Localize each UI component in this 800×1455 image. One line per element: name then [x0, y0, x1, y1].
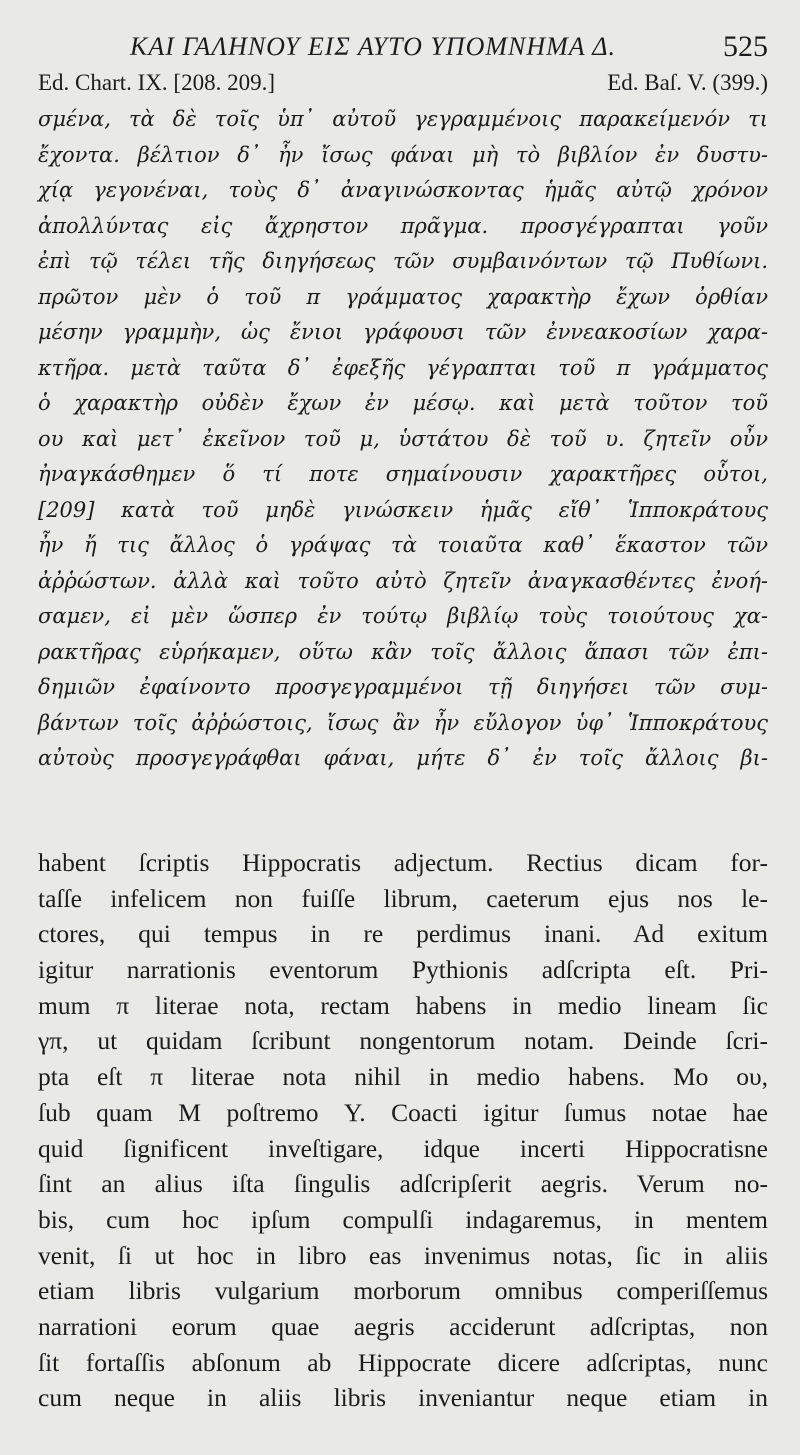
- latin-text-line: habent ſcriptis Hippocratis adjectum. Rectius dicam for-: [38, 848, 768, 877]
- greek-text-line: ἠναγκάσθημεν ὅ τί ποτε σημαίνουσιν χαρακτῆρες οὗτοι,: [38, 462, 768, 486]
- greek-text-line: ου καὶ μετ᾽ ἐκεῖνον τοῦ μ, ὑστάτου δὲ τοῦ υ. ζητεῖν οὖν: [38, 426, 768, 451]
- latin-text-line: mum π literae nota, rectam habens in medio lineam ſic: [38, 990, 768, 1020]
- greek-text-line: [209] κατὰ τοῦ μηδὲ γινώσκειν ἡμᾶς εἴθ᾽ Ἱπποκράτους: [38, 497, 768, 522]
- greek-text-line: ὁ χαρακτὴρ οὐδὲν ἔχων ἐν μέσῳ. καὶ μετὰ τοῦτον τοῦ: [38, 391, 768, 415]
- greek-text-line: πρῶτον μὲν ὁ τοῦ π γράμματος χαρακτὴρ ἔχων ὀρθίαν: [38, 284, 768, 309]
- greek-text-line: ρακτῆρας εὑρήκαμεν, οὕτω κἂν τοῖς ἄλλοις ἅπασι τῶν ἐπι-: [38, 639, 768, 664]
- greek-text-line: αὐτοὺς προσγεγράφθαι φάναι, μήτε δ᾽ ἐν τοῖς ἄλλοις βι-: [38, 746, 768, 770]
- latin-text-line: bis, cum hoc ipſum compulſi indagaremus, in mentem: [38, 1204, 768, 1234]
- greek-text-line: σαμεν, εἰ μὲν ὥσπερ ἐν τούτῳ βιβλίῳ τοὺς τοιούτους χα-: [38, 604, 768, 628]
- greek-text-line: χίᾳ γεγονέναι, τοὺς δ᾽ ἀναγινώσκοντας ἡμᾶς αὐτῷ χρόνον: [38, 178, 768, 202]
- greek-text-line: ἀῤῥώστων. ἀλλὰ καὶ τοῦτο αὐτὸ ζητεῖν ἀναγκασθέντες ἐνοή-: [38, 568, 768, 593]
- latin-text-line: igitur narrationis eventorum Pythionis adſcripta eſt. Pri-: [38, 955, 768, 985]
- latin-text-line: ctores, qui tempus in re perdimus inani. Ad exitum: [38, 919, 768, 949]
- greek-text-line: ἐπὶ τῷ τέλει τῆς διηγήσεως τῶν συμβαινόντων τῷ Πυθίωνι.: [38, 249, 768, 273]
- latin-text-line: ſit fortaſſis abſonum ab Hippocrate dicere adſcriptas, nunc: [38, 1347, 768, 1377]
- latin-text-line: narrationi eorum quae aegris acciderunt adſcriptas, non: [38, 1311, 768, 1341]
- greek-text-line: δημιῶν ἐφαίνοντο προσγεγραμμένοι τῇ διηγήσει τῶν συμ-: [38, 675, 768, 699]
- edition-chart-reference: Ed. Chart. IX. [208. 209.]: [38, 70, 275, 95]
- latin-text-line: venit, ſi ut hoc in libro eas invenimus notas, ſic in aliis: [38, 1240, 768, 1270]
- latin-text-line: cum neque in aliis libris inveniantur neque etiam in: [38, 1383, 768, 1413]
- page-number: 525: [723, 30, 768, 63]
- latin-text-line: pta eſt π literae nota nihil in medio habens. Mo ου,: [38, 1062, 768, 1092]
- latin-text-line: ſub quam M poſtremo Υ. Coacti igitur ſumus notae hae: [38, 1097, 768, 1127]
- greek-text-line: σμένα, τὰ δὲ τοῖς ὑπ᾽ αὐτοῦ γεγραμμένοις παρακείμενόν τι: [38, 107, 768, 131]
- latin-text-line: γπ, ut quidam ſcribunt nongentorum notam. Deinde ſcri-: [38, 1026, 768, 1056]
- greek-text-block: [38, 102, 768, 777]
- latin-text-line: ſint an alius iſta ſingulis adſcripſerit aegris. Verum no-: [38, 1169, 768, 1199]
- greek-text-line: κτῆρα. μετὰ ταῦτα δ᾽ ἐφεξῆς γέγραπται τοῦ π γράμματος: [38, 355, 768, 380]
- greek-text-line: ἀπολλύντας εἰς ἄχρηστον πρᾶγμα. προσγέγραπται γοῦν: [38, 213, 768, 238]
- latin-text-line: taſſe infelicem non fuiſſe librum, caeterum ejus nos le-: [38, 883, 768, 913]
- latin-text-block: [38, 845, 768, 1416]
- latin-text-line: etiam libris vulgarium morborum omnibus comperiſſemus: [38, 1276, 768, 1306]
- greek-text-line: ἔχοντα. βέλτιον δ᾽ ἦν ἴσως φάναι μὴ τὸ βιβλίον ἐν δυστυ-: [38, 142, 768, 167]
- page-header: [40, 30, 770, 70]
- edition-basel-reference: Ed. Baſ. V. (399.): [607, 70, 768, 95]
- edition-references: [38, 70, 768, 100]
- greek-text-line: μέσην γραμμὴν, ὡς ἔνιοι γράφουσι τῶν ἐννεακοσίων χαρα-: [38, 320, 768, 344]
- latin-text-line: quid ſignificent inveſtigare, idque incerti Hippocratisne: [38, 1133, 768, 1163]
- running-title: ΚΑΙ ΓΑΛΗΝΟΥ ΕΙΣ ΑΥΤΟ ΥΠΟΜΝΗΜΑ Δ.: [130, 32, 616, 61]
- greek-text-line: βάντων τοῖς ἀῤῥώστοις, ἴσως ἂν ἦν εὔλογον ὑφ᾽ Ἱπποκράτους: [38, 710, 768, 735]
- greek-text-line: ἦν ἤ τις ἄλλος ὁ γράψας τὰ τοιαῦτα καθ᾽ ἕκαστον τῶν: [38, 533, 768, 557]
